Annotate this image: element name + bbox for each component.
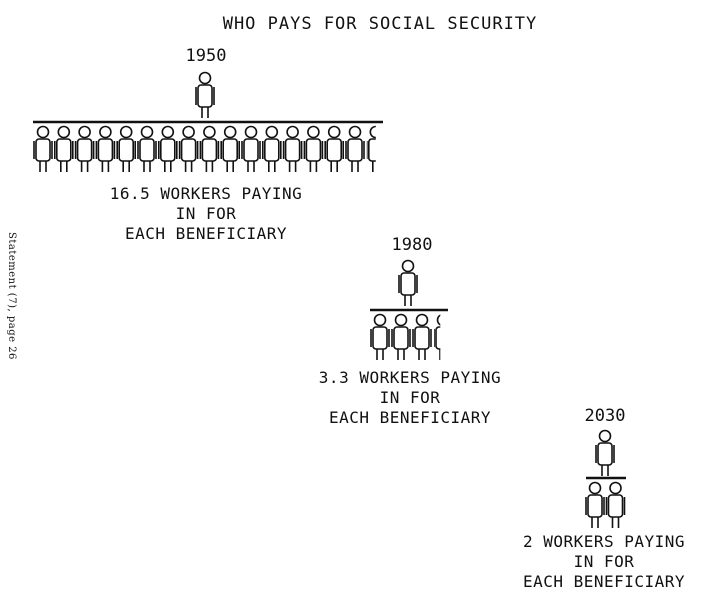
person-body [394, 327, 408, 349]
worker-figure [586, 483, 604, 529]
person-body [286, 139, 300, 161]
person-head [225, 127, 236, 138]
person-body [98, 139, 112, 161]
person-body [202, 139, 216, 161]
worker-figure [346, 127, 364, 173]
worker-figure [371, 315, 389, 361]
partial-worker-figure [434, 315, 452, 361]
caption-line: EACH BENEFICIARY [522, 572, 686, 591]
person-head [38, 127, 49, 138]
person-body [78, 139, 92, 161]
person-body [119, 139, 133, 161]
worker-figure [117, 127, 135, 173]
caption-line: IN FOR [573, 552, 635, 571]
person-head [417, 315, 428, 326]
person-body [265, 139, 279, 161]
person-head [590, 483, 601, 494]
person-body [327, 139, 341, 161]
person-head [396, 315, 407, 326]
person-body [198, 85, 212, 107]
person-head [100, 127, 111, 138]
person-head [200, 73, 211, 84]
caption-line: 2 WORKERS PAYING [522, 532, 686, 551]
pictogram-group-1980 [370, 261, 452, 361]
worker-figure [34, 127, 52, 173]
worker-figure [55, 127, 73, 173]
worker-figure [413, 315, 431, 361]
worker-figure [138, 127, 156, 173]
person-body [348, 139, 362, 161]
worker-figure [96, 127, 114, 173]
worker-figure [180, 127, 198, 173]
person-head [438, 315, 449, 326]
person-head [403, 261, 414, 272]
beneficiary-figure [196, 73, 214, 119]
worker-figure [325, 127, 343, 173]
person-body [36, 139, 50, 161]
person-head [162, 127, 173, 138]
person-head [204, 127, 215, 138]
person-head [329, 127, 340, 138]
pictogram-group-1950 [33, 73, 385, 173]
person-body [436, 327, 450, 349]
caption-line: EACH BENEFICIARY [124, 224, 288, 243]
caption-line: 3.3 WORKERS PAYING [318, 368, 502, 387]
person-body [588, 495, 602, 517]
person-head [58, 127, 69, 138]
person-head [370, 127, 381, 138]
worker-figure [200, 127, 218, 173]
partial-worker-figure [367, 127, 385, 173]
person-head [79, 127, 90, 138]
caption-line: IN FOR [175, 204, 237, 223]
diagram-title: WHO PAYS FOR SOCIAL SECURITY [222, 14, 538, 34]
person-head [350, 127, 361, 138]
worker-figure [607, 483, 625, 529]
caption-line: IN FOR [379, 388, 441, 407]
beneficiary-figure [596, 431, 614, 477]
person-body [223, 139, 237, 161]
person-body [161, 139, 175, 161]
year-label-1950: 1950 [185, 46, 227, 66]
person-body [401, 273, 415, 295]
person-body [140, 139, 154, 161]
person-head [308, 127, 319, 138]
person-head [287, 127, 298, 138]
person-head [266, 127, 277, 138]
person-body [598, 443, 612, 465]
worker-figure [304, 127, 322, 173]
caption-line: 16.5 WORKERS PAYING [109, 184, 303, 203]
worker-figure [76, 127, 94, 173]
person-body [369, 139, 383, 161]
worker-figure [284, 127, 302, 173]
person-head [142, 127, 153, 138]
person-head [183, 127, 194, 138]
person-body [306, 139, 320, 161]
person-body [373, 327, 387, 349]
caption-line: EACH BENEFICIARY [328, 408, 492, 427]
person-body [182, 139, 196, 161]
worker-figure [221, 127, 239, 173]
person-head [121, 127, 132, 138]
person-body [609, 495, 623, 517]
person-head [375, 315, 386, 326]
beneficiary-figure [399, 261, 417, 307]
person-head [610, 483, 621, 494]
person-body [244, 139, 258, 161]
year-label-2030: 2030 [584, 406, 626, 426]
worker-figure [159, 127, 177, 173]
worker-figure [242, 127, 260, 173]
worker-figure [263, 127, 281, 173]
side-note: Statement (7), page 26 [6, 232, 17, 360]
pictogram-group-2030 [586, 431, 626, 529]
person-body [415, 327, 429, 349]
person-head [246, 127, 257, 138]
person-head [600, 431, 611, 442]
person-body [57, 139, 71, 161]
year-label-1980: 1980 [391, 235, 433, 255]
worker-figure [392, 315, 410, 361]
